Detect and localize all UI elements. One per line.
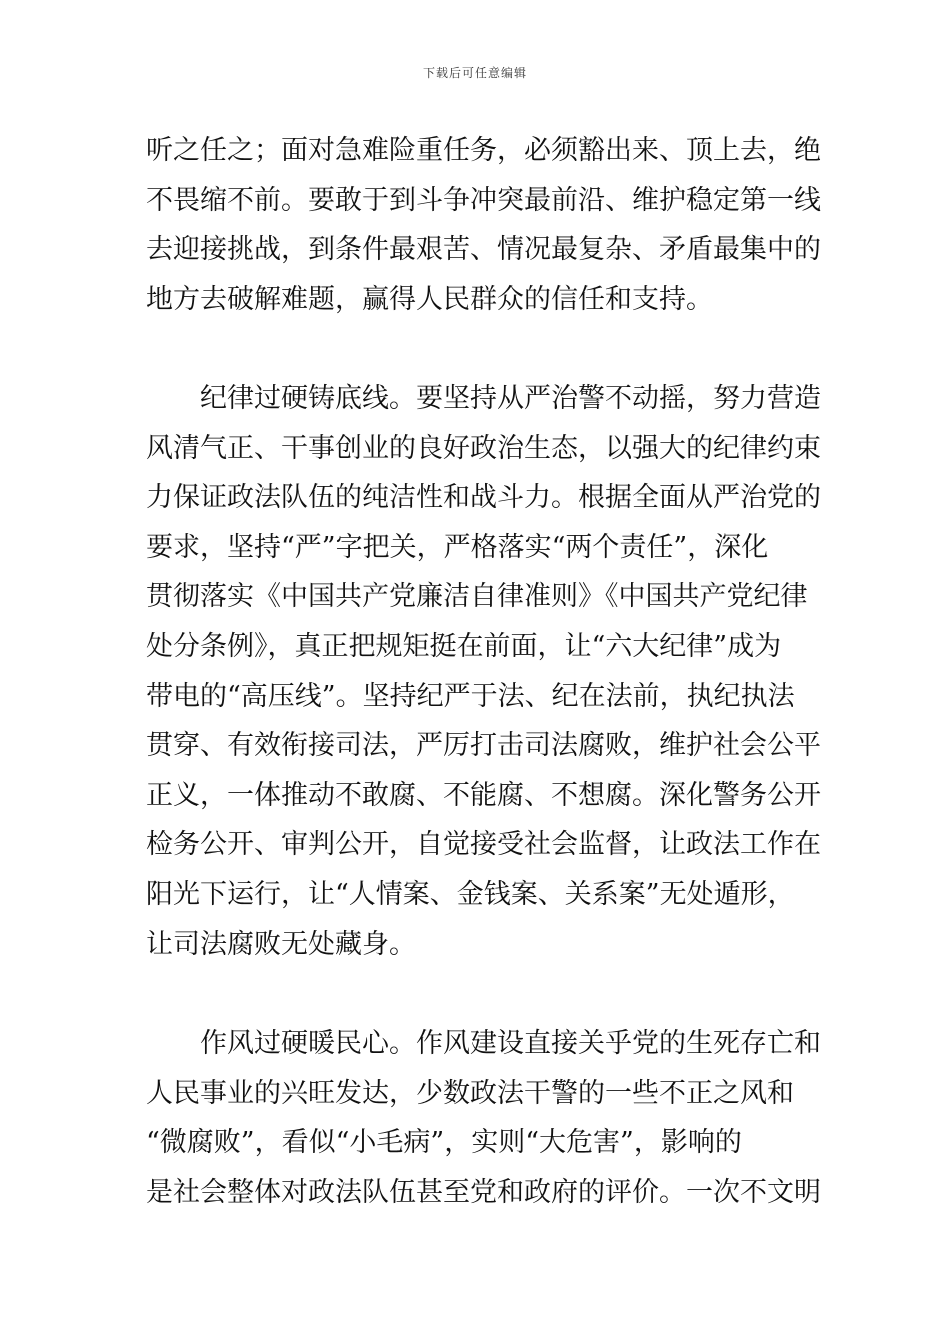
paragraph-line: 贯穿、有效衔接司法，严厉打击司法腐败，维护社会公平 <box>146 730 821 762</box>
paragraph-line: 力保证政法队伍的纯洁性和战斗力。根据全面从严治党的 <box>146 482 821 514</box>
paragraph-line: 是社会整体对政法队伍甚至党和政府的评价。一次不文明 <box>146 1176 821 1208</box>
page-header: 下载后可任意编辑 <box>422 66 527 80</box>
paragraph-line: 人民事业的兴旺发达，少数政法干警的一些不正之风和 <box>146 1077 794 1109</box>
paragraph-line: 不畏缩不前。要敢于到斗争冲突最前沿、维护稳定第一线 <box>146 184 821 216</box>
paragraph-line: 阳光下运行，让“人情案、金钱案、关系案”无处遁形， <box>146 878 795 910</box>
paragraph-1 <box>146 126 821 324</box>
paragraph-line: “微腐败”，看似“小毛病”，实则“大危害”，影响的 <box>146 1127 742 1159</box>
paragraph-line: 正义，一体推动不敢腐、不能腐、不想腐。深化警务公开 <box>146 779 821 811</box>
paragraph-line: 纪律过硬铸底线。要坚持从严治警不动摇，努力营造 <box>200 383 821 414</box>
paragraph-line: 作风过硬暖民心。作风建设直接关乎党的生死存亡和 <box>200 1028 821 1059</box>
paragraph-line: 贯彻落实《中国共产党廉洁自律准则》《中国共产党纪律 <box>146 581 808 613</box>
paragraph-line: 地方去破解难题，赢得人民群众的信任和支持。 <box>146 283 713 315</box>
paragraph-line: 听之任之；面对急难险重任务，必须豁出来、顶上去，绝 <box>146 135 821 166</box>
paragraph-line: 让司法腐败无处藏身。 <box>146 928 416 960</box>
paragraph-line: 带电的“高压线”。坚持纪严于法、纪在法前，执纪执法 <box>146 680 795 712</box>
paragraph-3 <box>146 1019 821 1217</box>
paragraph-line: 风清气正、干事创业的良好政治生态，以强大的纪律约束 <box>146 432 821 464</box>
paragraph-line: 要求，坚持“严”字把关，严格落实“两个责任”，深化 <box>146 531 769 563</box>
paragraph-line: 检务公开、审判公开，自觉接受社会监督，让政法工作在 <box>146 829 821 861</box>
paragraph-line: 处分条例》，真正把规矩挺在前面，让“六大纪律”成为 <box>146 630 782 662</box>
paragraph-line: 去迎接挑战，到条件最艰苦、情况最复杂、矛盾最集中的 <box>146 234 821 266</box>
paragraph-2 <box>146 374 821 969</box>
